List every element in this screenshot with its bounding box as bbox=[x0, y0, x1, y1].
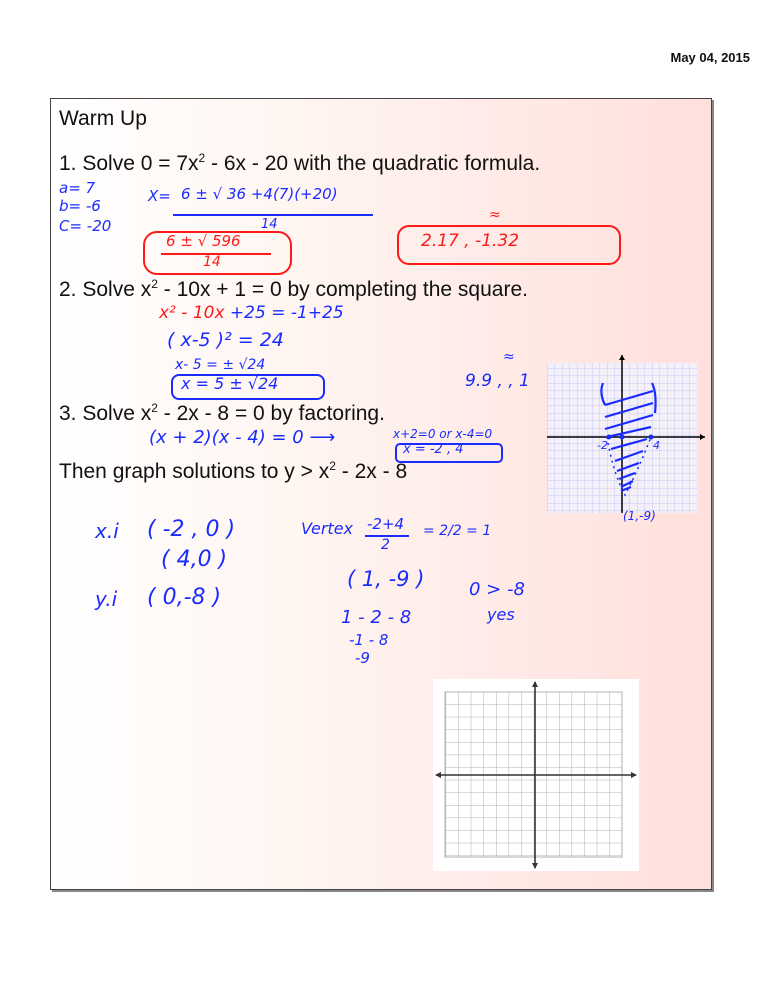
hw-vertex: ( 1, -9 ) bbox=[347, 567, 425, 591]
graph-label-vertex: (1,-9) bbox=[623, 509, 656, 523]
problem-3: 3. Solve $x^2 - 2x - 8 = 0$ by factoring. bbox=[59, 401, 385, 425]
hw-approx-2: ≈ bbox=[503, 349, 515, 365]
hw-a: a= 7 bbox=[59, 179, 96, 197]
hw-x-int-1: ( -2 , 0 ) bbox=[147, 517, 236, 542]
hw-formula-lhs: X= bbox=[148, 187, 171, 205]
hw-eval-3: -9 bbox=[355, 649, 370, 667]
hw-b: b= -6 bbox=[59, 197, 101, 215]
hw-y-int: ( 0,-8 ) bbox=[147, 585, 222, 610]
graph-label-4: 4 bbox=[653, 439, 660, 452]
graph-prompt: Then graph solutions to $y > x^2 - 2x - 8$ bbox=[59, 459, 408, 483]
hw-test-point: 0 > -8 bbox=[469, 579, 525, 600]
hw-p3-factored: (x + 2)(x - 4) = 0 ⟶ bbox=[149, 427, 336, 448]
page-title: Warm Up bbox=[59, 107, 147, 130]
hw-vertex-den: 2 bbox=[381, 537, 390, 553]
hw-p3-solve: x+2=0 or x-4=0 bbox=[393, 427, 493, 441]
page-date: May 04, 2015 bbox=[670, 50, 750, 65]
hw-p2-answer: 9.9 , , 1 bbox=[465, 371, 530, 391]
hw-fraction-line bbox=[173, 214, 373, 216]
hw-simplified-denominator: 14 bbox=[203, 254, 221, 270]
hw-x-int-label: x.i bbox=[95, 519, 119, 543]
hw-vertex-num: -2+4 bbox=[367, 515, 405, 533]
hw-p3-roots: x = -2 , 4 bbox=[403, 442, 464, 457]
hw-formula-numerator: 6 ± √ 36 +4(7)(+20) bbox=[181, 185, 338, 203]
hw-vertex-rest: = 2/2 = 1 bbox=[423, 523, 492, 539]
hw-vertex-label: Vertex bbox=[301, 519, 354, 538]
graph-label-neg2: -2 bbox=[597, 439, 608, 452]
hw-p2-step4: x = 5 ± √24 bbox=[181, 374, 279, 393]
notebook-page bbox=[50, 98, 712, 890]
blank-coordinate-graph bbox=[433, 679, 639, 871]
sketch-graph bbox=[547, 353, 707, 513]
hw-answer-1: 2.17 , -1.32 bbox=[421, 231, 520, 251]
problem-2: 2. Solve $x^2 - 10x + 1 = 0$ by completing the square. bbox=[59, 277, 528, 301]
hw-y-int-label: y.i bbox=[95, 587, 118, 611]
hw-p2-step3: x- 5 = ± √24 bbox=[175, 357, 266, 373]
hw-x-int-2: ( 4,0 ) bbox=[161, 547, 228, 572]
hw-p2-step1: x² - 10x +25 = -1+25 bbox=[159, 303, 344, 323]
hw-formula-denominator: 14 bbox=[261, 217, 278, 232]
hw-test-result: yes bbox=[487, 605, 515, 624]
hw-c: C= -20 bbox=[59, 217, 112, 235]
hw-approx-1: ≈ bbox=[489, 207, 501, 223]
hw-eval-1: 1 - 2 - 8 bbox=[341, 607, 412, 628]
problem-1: 1. Solve $0 = 7x^2 - 6x - 20$ with the quadratic formula. bbox=[59, 151, 541, 175]
hw-p2-step2: ( x-5 )² = 24 bbox=[167, 329, 284, 351]
hw-eval-2: -1 - 8 bbox=[349, 631, 389, 649]
hw-simplified-numerator: 6 ± √ 596 bbox=[166, 232, 241, 250]
